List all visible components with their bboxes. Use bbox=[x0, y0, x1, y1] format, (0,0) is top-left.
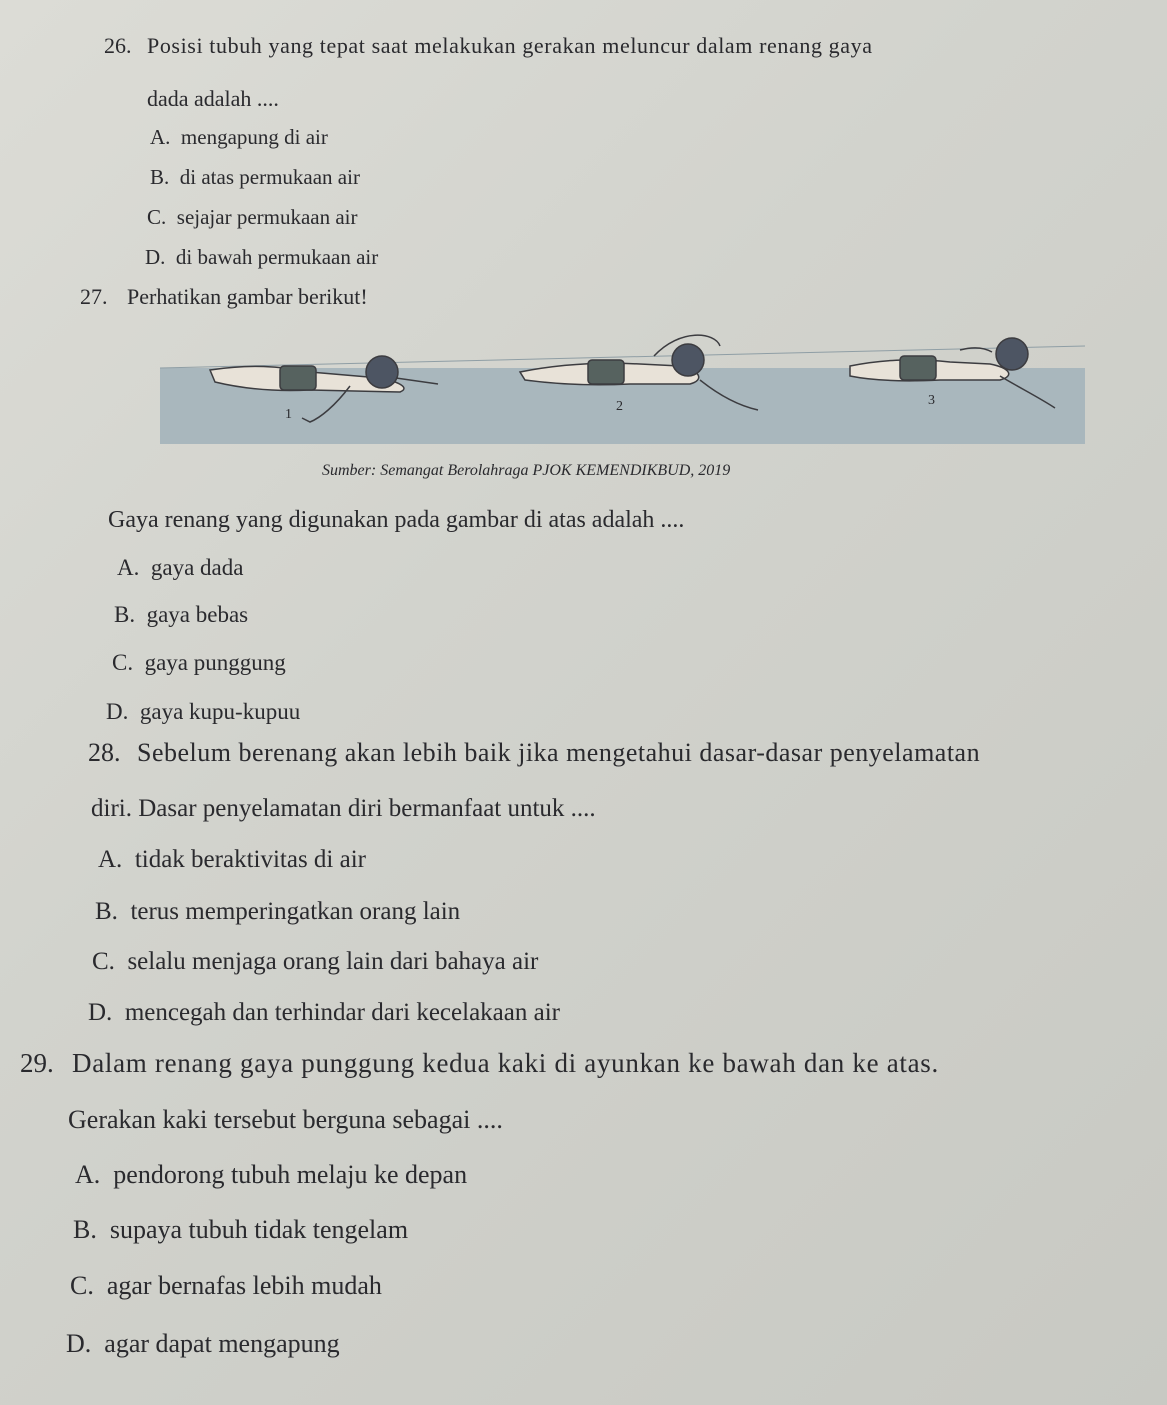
option-text: sejajar permukaan air bbox=[176, 205, 358, 229]
option-a[interactable] bbox=[75, 1160, 467, 1190]
option-text: di atas permukaan air bbox=[179, 165, 360, 189]
option-d[interactable] bbox=[106, 699, 300, 725]
question-text-line-1: Posisi tubuh yang tepat saat melakukan gerakan meluncur dalam renang gaya bbox=[147, 33, 873, 58]
option-d[interactable] bbox=[145, 245, 378, 270]
option-a[interactable] bbox=[150, 125, 328, 150]
figure-label-2: 2 bbox=[616, 399, 623, 414]
question-text-line-2: Gaya renang yang digunakan pada gambar di atas adalah .... bbox=[108, 507, 685, 533]
option-letter: A. bbox=[150, 125, 171, 149]
question-number: 28. bbox=[88, 738, 121, 767]
question-number: 27. bbox=[80, 284, 108, 309]
swimming-figure bbox=[160, 326, 1085, 444]
option-d[interactable] bbox=[88, 999, 560, 1027]
option-letter: A. bbox=[98, 846, 123, 873]
question-text-line-1: Sebelum berenang akan lebih baik jika mengetahui dasar-dasar penyelamatan bbox=[137, 738, 981, 767]
option-text: di bawah permukaan air bbox=[175, 245, 379, 269]
option-text: agar dapat mengapung bbox=[104, 1329, 340, 1358]
option-letter: C. bbox=[147, 205, 167, 229]
option-letter: C. bbox=[112, 650, 134, 675]
option-text: mencegah dan terhindar dari kecelakaan air bbox=[124, 999, 560, 1026]
figure-label-3: 3 bbox=[928, 393, 935, 408]
question-number: 29. bbox=[20, 1048, 54, 1078]
option-text: agar bernafas lebih mudah bbox=[106, 1271, 382, 1300]
option-b[interactable] bbox=[73, 1215, 408, 1245]
option-letter: B. bbox=[73, 1215, 97, 1244]
option-letter: B. bbox=[150, 165, 170, 189]
option-a[interactable] bbox=[98, 846, 366, 874]
option-text: gaya punggung bbox=[144, 650, 286, 675]
option-text: selalu menjaga orang lain dari bahaya air bbox=[127, 948, 539, 975]
option-b[interactable] bbox=[150, 165, 360, 190]
question-number: 26. bbox=[104, 33, 132, 58]
question-text-line-2: Gerakan kaki tersebut berguna sebagai .... bbox=[68, 1105, 503, 1134]
option-letter: A. bbox=[117, 555, 140, 580]
figure-caption: Sumber: Semangat Berolahraga PJOK KEMENDIKBUD, 2019 bbox=[322, 462, 731, 479]
freestyle-swimmer-illustration bbox=[160, 326, 1085, 444]
option-letter: D. bbox=[66, 1329, 92, 1358]
question-text-line-1: Dalam renang gaya punggung kedua kaki di ayunkan ke bawah dan ke atas. bbox=[72, 1048, 939, 1078]
option-text: tidak beraktivitas di air bbox=[134, 846, 366, 873]
option-c[interactable] bbox=[147, 205, 358, 230]
option-d[interactable] bbox=[66, 1329, 340, 1359]
option-text: gaya dada bbox=[150, 555, 244, 580]
figure-label-1: 1 bbox=[285, 407, 292, 422]
option-letter: D. bbox=[145, 245, 166, 269]
option-text: mengapung di air bbox=[180, 125, 328, 149]
option-c[interactable] bbox=[70, 1271, 382, 1301]
option-a[interactable] bbox=[117, 555, 243, 581]
option-letter: A. bbox=[75, 1160, 101, 1189]
option-b[interactable] bbox=[114, 602, 248, 628]
option-b[interactable] bbox=[95, 898, 460, 926]
option-text: pendorong tubuh melaju ke depan bbox=[113, 1160, 468, 1189]
option-letter: D. bbox=[106, 699, 129, 724]
option-c[interactable] bbox=[112, 650, 286, 676]
option-letter: C. bbox=[92, 948, 115, 975]
option-c[interactable] bbox=[92, 948, 538, 976]
option-text: supaya tubuh tidak tengelam bbox=[109, 1215, 409, 1244]
option-letter: B. bbox=[114, 602, 136, 627]
option-letter: C. bbox=[70, 1271, 94, 1300]
option-letter: D. bbox=[88, 999, 113, 1026]
question-text-line-1: Perhatikan gambar berikut! bbox=[127, 284, 368, 309]
option-letter: B. bbox=[95, 898, 118, 925]
option-text: gaya bebas bbox=[146, 602, 249, 627]
option-text: terus memperingatkan orang lain bbox=[130, 898, 461, 925]
option-text: gaya kupu-kupuu bbox=[139, 699, 301, 724]
question-text-line-2: dada adalah .... bbox=[147, 86, 279, 111]
question-text-line-2: diri. Dasar penyelamatan diri bermanfaat untuk .... bbox=[91, 795, 596, 822]
